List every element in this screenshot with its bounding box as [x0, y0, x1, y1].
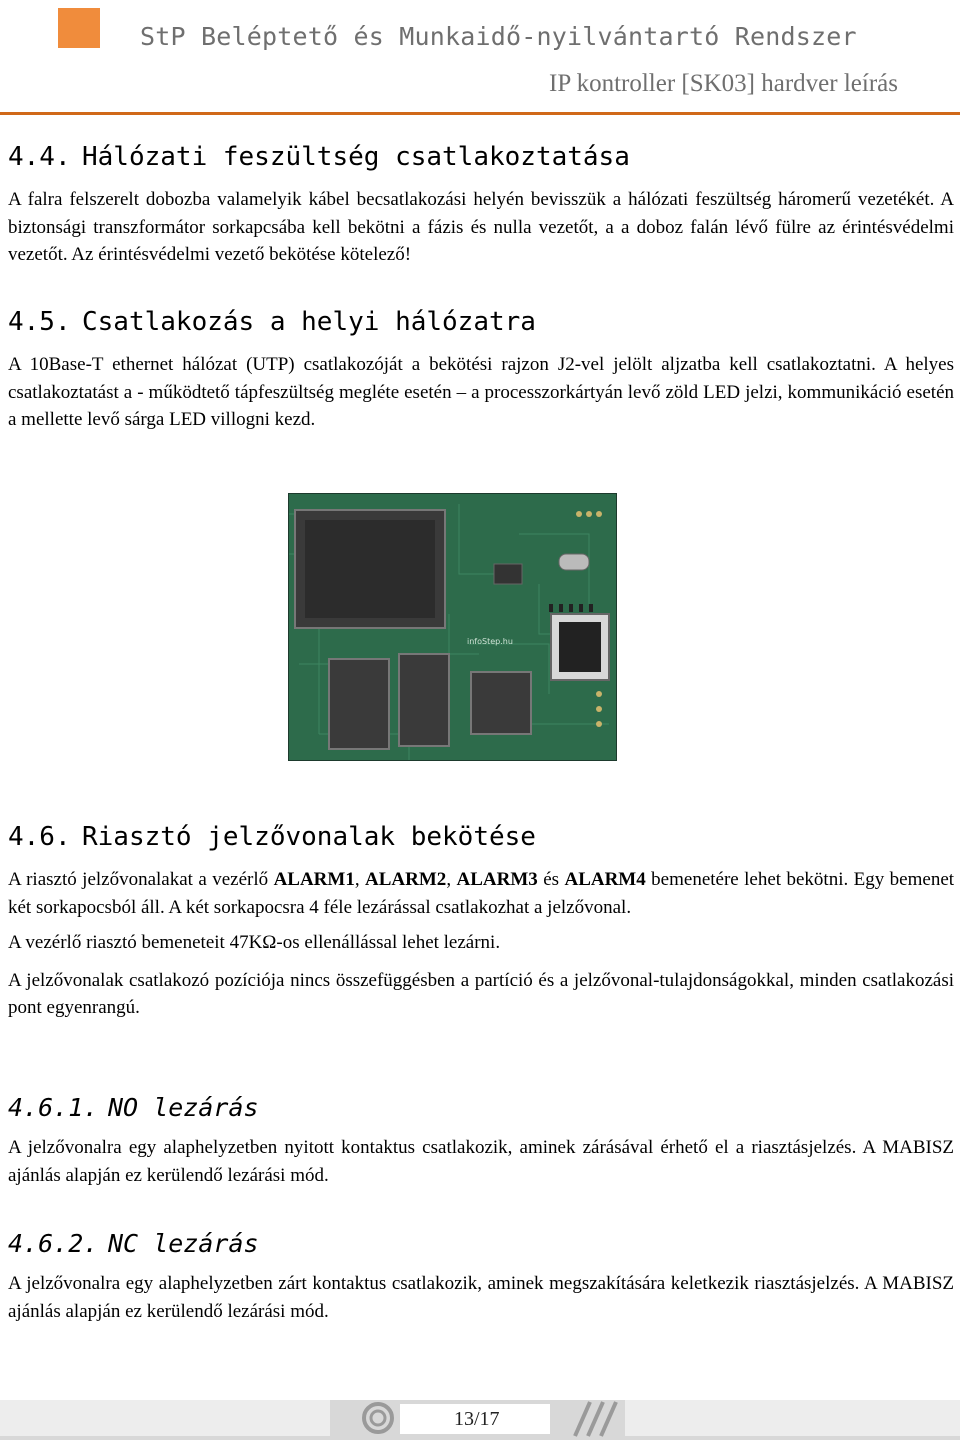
section-title: NO lezárás [108, 1093, 259, 1122]
section-number: 4.6. [8, 822, 71, 852]
section-text: A jelzővonalra egy alaphelyzetben zárt kontaktus csatlakozik, aminek megszakítására keletkezik riasztásjelzés. A MABISZ ajánlás alapján ez kerülendő lezárási mód. [8, 1273, 954, 1322]
pcb-illustration [289, 494, 616, 760]
section-title: Hálózati feszültség csatlakoztatása [82, 142, 630, 172]
section-4-6-2 [8, 1229, 954, 1325]
section-number: 4.6.1. [8, 1093, 99, 1122]
controller-chip [471, 672, 531, 734]
memory-chip [399, 654, 449, 746]
text-run: , [446, 869, 457, 890]
section-4-4 [8, 142, 954, 269]
section-heading [8, 142, 954, 172]
text-run: A riasztó jelzővonalakat a vezérlő [8, 869, 274, 890]
subsection-heading [8, 1093, 954, 1122]
section-text [8, 866, 954, 921]
section-heading [8, 822, 954, 852]
alarm3-label: ALARM3 [456, 869, 538, 890]
alarm2-label: ALARM2 [365, 869, 447, 890]
text-run: bemenetére lehet bekötni. Egy bemenet két sorkapocsból áll. A két sorkapocsra 4 féle lezárással csatlakozhat a jelzővonal. [8, 869, 955, 918]
subsection-heading [8, 1229, 954, 1258]
alarm4-label: ALARM4 [564, 869, 646, 890]
section-title: Riasztó jelzővonalak bekötése [82, 822, 536, 852]
text-run: és [537, 869, 565, 890]
alarm1-label: ALARM1 [273, 869, 355, 890]
section-heading [8, 307, 954, 337]
controller-board-photo [288, 493, 617, 761]
section-number: 4.6.2. [8, 1229, 99, 1258]
section-text: A falra felszerelt dobozba valamelyik kábel becsatlakozási helyén bevisszük a hálózati feszültség háromerű vezetékét. A biztonsági transzformátor sorkapcsába kell bekötni a fázis és nulla vezetőt, a a doboz falán lévő fülre az érintésvédelmi vezetőt. Az érintésvédelmi vezető bekötése kötelező! [8, 189, 954, 265]
section-text: A 10Base-T ethernet hálózat (UTP) csatlakozóját a bekötési rajzon J2-vel jelölt aljzatba kell csatlakoztatni. A helyes csatlakoztatást a - működtető tápfeszültség megléte esetén – a processzorkártyán levő zöld LED jelzi, kommunikáció esetén a mellette levő sárga LED villogni kezd. [8, 354, 954, 430]
pcb-label: infoStep.hu [467, 637, 513, 646]
section-number: 4.4. [8, 142, 71, 172]
section-number: 4.5. [8, 307, 71, 337]
logo-square [58, 8, 100, 48]
section-title: NC lezárás [108, 1229, 259, 1258]
section-text: A jelzővonalra egy alaphelyzetben nyitott kontaktus csatlakozik, aminek zárásával érhető el a riasztásjelzés. A MABISZ ajánlás alapján ez kerülendő lezárási mód. [8, 1137, 954, 1186]
page-number: 13/17 [454, 1408, 500, 1430]
section-4-6-1 [8, 1093, 954, 1189]
document-title: StP Beléptető és Munkaidő-nyilvántartó Rendszer [140, 22, 857, 51]
section-title: Csatlakozás a helyi hálózatra [82, 307, 536, 337]
section-text: A jelzővonalak csatlakozó pozíciója nincs összefüggésben a partíció és a jelzővonal-tulajdonságokkal, minden csatlakozási pont egyenrangú. [8, 969, 954, 1018]
text-run: , [354, 869, 366, 890]
header-divider [0, 112, 960, 115]
section-4-5 [8, 307, 954, 434]
section-text: A vezérlő riasztó bemeneteit 47KΩ-os ellenállással lehet lezárni. [8, 932, 501, 953]
section-4-6 [8, 822, 954, 1022]
document-subtitle: IP kontroller [SK03] hardver leírás [549, 70, 898, 97]
